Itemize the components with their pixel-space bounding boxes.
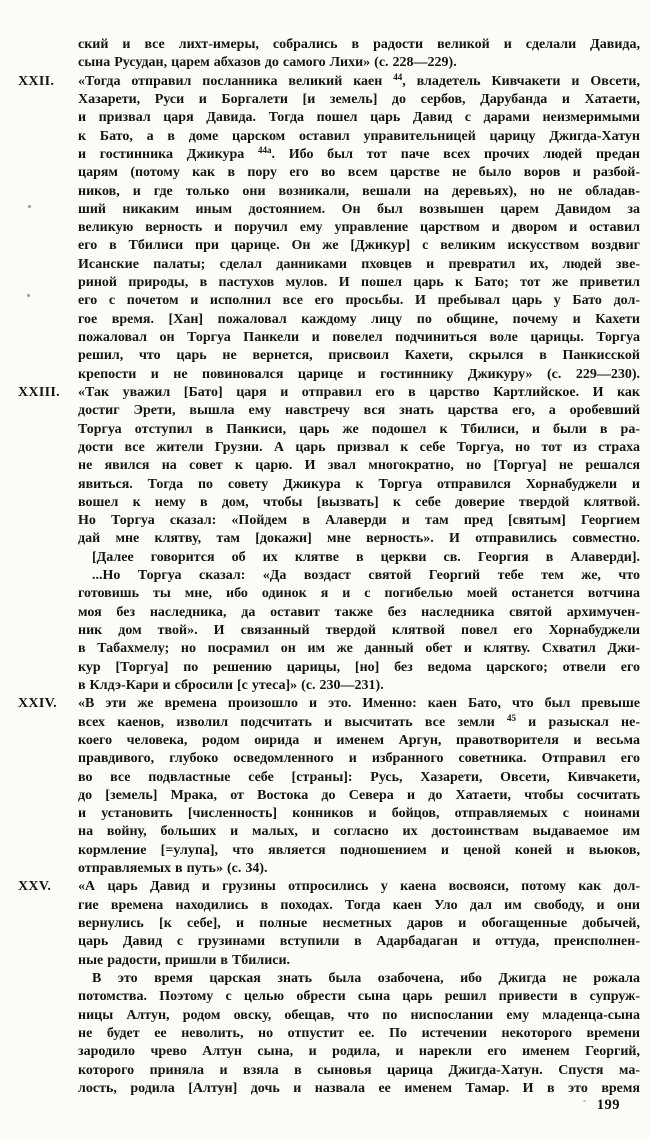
text-line: кормление [=улупа], что является подношением и ценой коней и вьюков, [78,842,640,858]
section-lines [78,695,640,878]
scan-speck [27,294,30,297]
text-line: на войну, больших и малых, и согласно их достоинствам выдаваемое им [78,824,640,840]
text-line: достиг Эрети, вышла ему навстречу вся знать царства его, а оробевший [78,403,640,419]
section-numeral: XXII. [18,73,55,89]
text-line: не будет ее неволить, но отпустит ее. По истечении некоторого времени [78,1025,640,1041]
text-line: Хазарети, Руси и Боргалети [и земель] до сербов, Дарубанда и Хатаети, [78,91,640,107]
text-line: моя без наследника, да оставит также без наследника святой архимучен- [78,604,640,620]
text-line: и призвал царя Давида. Тогда пошел царь Давид с дарами неизмеримыми [78,110,640,126]
text-line: ший никаким иным достоянием. Он был возвышен царем Давидом за [78,201,640,217]
text-line: вошел к нему в дом, чтобы [вызвать] к себе доверие твердой клятвой. [78,494,640,510]
text-line: В это время царская знать была озабочена, ибо Джигда не рожала [92,970,640,986]
text-line: лость, родила [Алтун] дочь и назвала ее именем Тамар. И в это время [78,1080,640,1096]
text-line: царям (потому как в пору его во всем царстве не было воров и разбой- [78,165,640,181]
text-line: [Далее говорится об их клятве в церкви св. Георгия в Алаверди]. [92,549,640,565]
text-section [18,695,640,878]
footnote-ref: 44а [258,145,272,156]
section-lines [78,878,640,1098]
text-line: к Бато, а в доме царском оставил управительницей царицу Джигда-Хатун [78,128,640,144]
text-line: Исанские палаты; сделал данниками пховцев и превратил их, людей зве- [78,256,640,272]
text-line: Торгуа отступил в Панкиси, царь же подошел к Тбилиси, и были в ра- [78,421,640,437]
text-line: гие времена находились в походах. Тогда каен Уло дал им свободу, и они [78,897,640,913]
text-line: и гостинника Джикура $^{44а}$. Ибо был тот паче всех прочих людей предан [78,145,640,162]
text-line: в Табахмелу; но посрамил он им же данный обет и клятву. Схватил Джи- [78,641,640,657]
text-section [18,384,640,695]
text-line: «А царь Давид и грузины отпросились у каена восвояси, потому как дол- [78,879,640,895]
text-line: до [земель] Мрака, от Востока до Севера и до Хатаети, чтобы сосчитать [78,787,640,803]
section-lines [78,73,640,384]
text-line: его в Тбилиси при царице. Он же [Джикур] с великим искусством воздвиг [78,238,640,254]
text-line: гое время. [Хан] пожаловал каждому лицу по общине, почему и Кахети [78,311,640,327]
section-lines [78,384,640,695]
section-numeral: XXIV. [18,696,57,712]
text-line: «Тогда отправил посланника великий каен $^{44}$, владетель Кивчакети и Овсети, [78,72,640,89]
section-numeral: XXV. [18,879,52,895]
text-line: ницы Алтун, родом овску, обещав, что по ниспослании ему младенца-сына [78,1007,640,1023]
text-line: ные радости, пришли в Тбилиси. [78,952,291,968]
text-line: царь Давид с грузинами вступили в Адарбадаган и оттуда, преисполнен- [78,934,640,950]
text-line: всех каенов, изволил подсчитать и высчитать все земли $^{45}$ и разыскал не- [78,713,640,730]
text-line: ник дом твой». И связанный твердой клятвой повел его Хорнабуджели [78,623,640,638]
text-line: «В эти же времена произошло и это. Именно: каен Бато, что был превыше [78,696,640,712]
section-lines [78,36,640,73]
text-line: Но Торгуа сказал: «Пойдем в Алаверди и там пред [святым] Георгием [78,513,640,529]
text-line: в Клдэ-Кари и сбросили [с утеса]» (с. 230—231). [78,677,384,693]
text-line: ...Но Торгуа сказал: «Да воздаст святой Георгий тебе тем же, что [92,568,640,584]
text-section [18,36,640,73]
text-line: потомства. Поэтому с целью обрести сына царь решил привести в супруж- [78,989,640,1005]
text-line: и установить [численность] конников и бойцов, отправляемых с ноинами [78,806,640,822]
text-line: «Так уважил [Бато] царя и отправил его в царство Картлийское. И как [78,384,640,400]
text-section [18,73,640,384]
footnote-ref: 45 [506,713,516,724]
text-line: которого приняла и взяла в сыновья царица Джигда-Хатун. Спустя ма- [78,1062,640,1078]
text-line: дай мне клятву, там [докажи] мне верность». И отправились совместно. [78,531,640,547]
text-line: великую верность и поручил ему управление царством и двором и оставил [78,220,640,236]
text-line: вернулись [к себе], и полные несметных даров и обогащенные добычей, [78,916,640,931]
text-line: пожаловал он Торгуа Панкели и повелел подчиниться воле царицы. Торгуа [78,330,640,345]
text-line: готовишь ты мне, ибо одинок я и с погибелью моей останется вотчина [78,586,640,602]
text-line: отправляемых в путь» (с. 34). [78,861,268,877]
page-number: 199 [596,1097,620,1113]
text-line: ский и все лихт-имеры, собрались в радости великой и сделали Давида, [78,37,640,52]
text-line: сына Русудан, царем абхазов до самого Лихи» (с. 228—229). [78,55,457,71]
scan-speck [583,1100,586,1102]
text-line: зародило чрево Алтун сына, и родила, и нарекли его именем Георгий, [78,1044,640,1060]
text-line: во все подвластные себе [страны]: Русь, Хазарети, Овсети, Кивчакети, [78,769,640,785]
text-line: не явился на совет к царю. И звал многократно, но [Торгуа] не решался [78,458,640,474]
text-line: кур [Торгуа] по решению царицы, [но] без ведома царского; отвели его [78,659,640,675]
text-line: правдивого, глубоко осведомленного и избранного советника. Отправил его [78,751,640,767]
section-numeral: XXIII. [18,384,60,400]
text-line: коего человека, родом оирида и именем Аргун, правотворителя и весьма [78,732,640,748]
text-line: дости все жители Грузии. А царь призвал к себе Торгуа, но тот из страха [78,439,640,455]
text-line: его с почетом и исполнил все его просьбы. И пребывал царь у Бато дол- [78,293,640,309]
text-line: явиться. Тогда по совету Джикура к Торгуа отправился Хорнабуджели и [78,476,640,492]
scan-speck [28,205,31,208]
footnote-ref: 44 [393,72,403,83]
text-section [18,878,640,1098]
text-line: решил, что царь не вернется, присвоил Кахети, скрылся в Панкисской [78,348,640,364]
text-line: крепости и не повиновался царице и гостиннику Джикуру» (с. 229—230). [78,366,640,382]
text-line: риной природы, в пастухов мулов. И пошел царь к Бато; тот же приветил [78,275,640,291]
text-line: ников, и где только они возникали, вешали на деревьях), но не обладав- [78,183,640,199]
